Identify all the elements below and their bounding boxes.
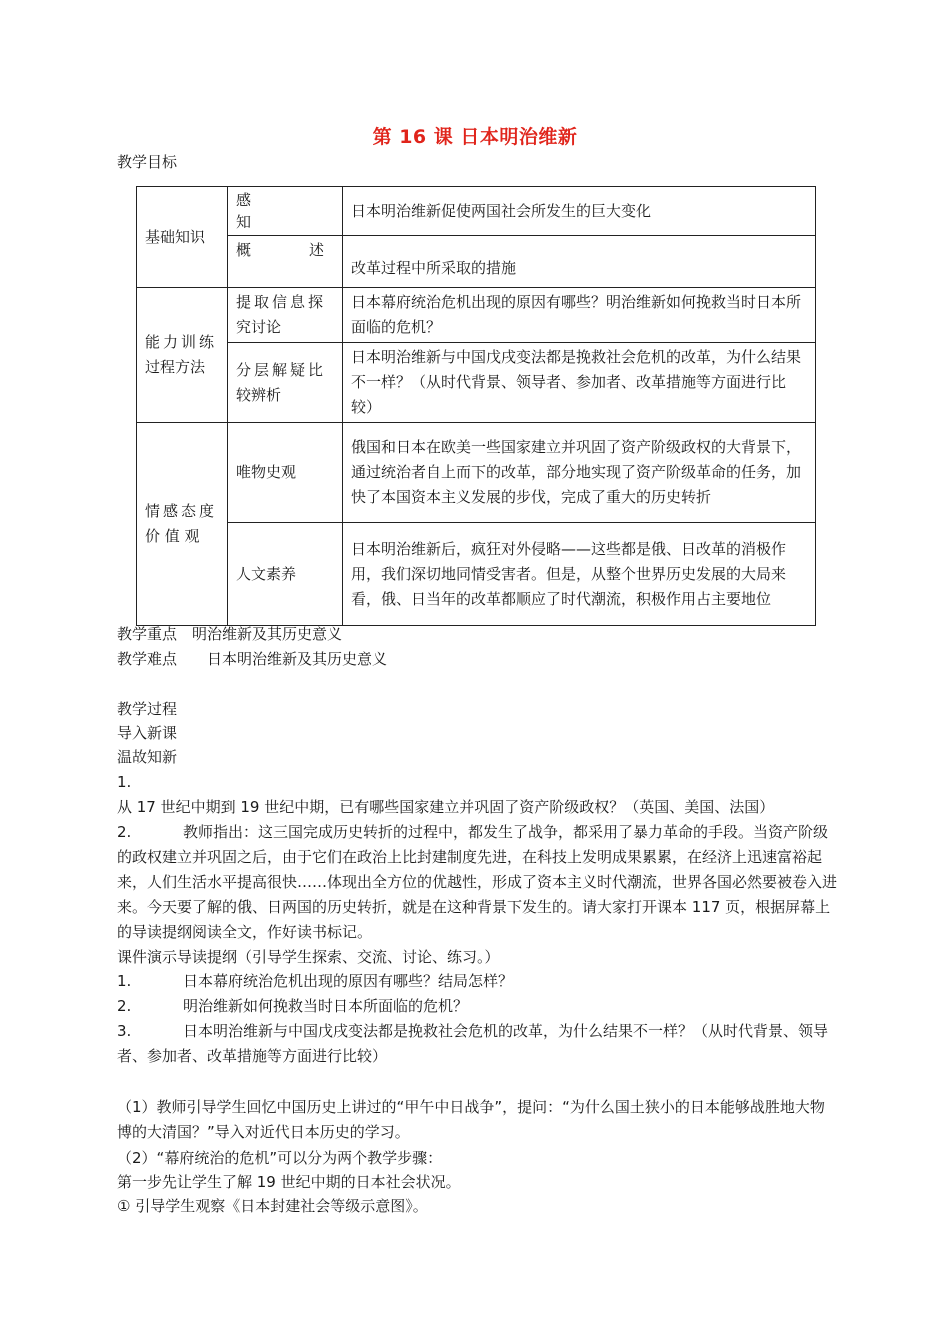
category-emotion: 情感态度 价 值 观	[137, 423, 228, 626]
difficulty: 教学难点 日本明治维新及其历史意义	[117, 650, 388, 668]
review-heading: 温故知新	[117, 748, 178, 766]
text-humanity: 日本明治维新后，疯狂对外侵略——这些都是俄、日改革的消极作用，我们深切地同情受害者。但是，从整个世界历史发展的大局来看，俄、日当年的改革都顺应了时代潮流，积极作用占主要地位	[343, 523, 816, 626]
label-perceive: 感 知	[228, 187, 343, 236]
list-item: 3. 日本明治维新与中国戊戌变法都是挽救社会危机的改革，为什么结果不一样？（从时代背景、领导者、参加者、改革措施等方面进行比较）	[117, 1022, 829, 1065]
list-item: 2. 教师指出：这三国完成历史转折的过程中，都发生了战争，都采用了暴力革命的手段。当资产阶级的政权建立并巩固之后，由于它们在政治上比封建制度先进，在科技上发明成果累累，在经济上迅速富裕起来，人们生活水平提高很快……体现出全方位的优越性，形成了资本主义时代潮流，世界各国必然要被卷入进来。今天要了解的俄、日两国的历史转折，就是在这种背景下发生的。请大家打开课本 117 页，根据屏幕上的导读提纲阅读全文，作好读书标记。	[117, 823, 838, 941]
list-item: 2. 明治维新如何挽救当时日本所面临的危机？	[117, 997, 469, 1015]
step-2-first: 第一步先让学生了解 19 世纪中期的日本社会状况。	[117, 1173, 461, 1191]
table-row	[137, 523, 816, 626]
label-humanity: 人文素养	[228, 523, 343, 626]
list-item: 1.从 17 世纪中期到 19 世纪中期，已有哪些国家建立并巩固了资产阶级政权？（英国、美国、法国）	[117, 773, 775, 816]
outline-heading: 课件演示导读提纲（引导学生探索、交流、讨论、练习。）	[117, 948, 500, 966]
process-heading: 教学过程	[117, 700, 178, 718]
page-title: 第 16 课 日本明治维新	[372, 126, 578, 148]
category-ability: 能力训练 过程方法	[137, 288, 228, 423]
table-row	[137, 288, 816, 343]
label-explore: 提取信息探 究讨论	[228, 288, 343, 343]
list-item: 1. 日本幕府统治危机出现的原因有哪些？结局怎样？	[117, 972, 514, 990]
label-overview: 概 述	[228, 236, 343, 288]
key-point: 教学重点 明治维新及其历史意义	[117, 625, 343, 643]
text-materialism: 俄国和日本在欧美一些国家建立并巩固了资产阶级政权的大背景下，通过统治者自上而下的改革，部分地实现了资产阶级革命的任务，加快了本国资本主义发展的步伐，完成了重大的历史转折	[343, 423, 816, 523]
category-basic: 基础知识	[137, 187, 228, 288]
text-perceive: 日本明治维新促使两国社会所发生的巨大变化	[343, 187, 816, 236]
objectives-table	[136, 186, 816, 626]
table-row	[137, 187, 816, 236]
step-1: （1）教师引导学生回忆中国历史上讲过的“甲午中日战争”，提问：“为什么国土狭小的日本能够战胜地大物博的大清国？”导入对近代日本历史的学习。	[117, 1098, 825, 1141]
table-row	[137, 423, 816, 523]
text-compare: 日本明治维新与中国戊戌变法都是挽救社会危机的改革，为什么结果不一样？（从时代背景、领导者、参加者、改革措施等方面进行比较）	[343, 343, 816, 423]
label-compare: 分层解疑比 较辨析	[228, 343, 343, 423]
table-row	[137, 343, 816, 423]
label-materialism: 唯物史观	[228, 423, 343, 523]
table-row	[137, 236, 816, 288]
step-2-item: ① 引导学生观察《日本封建社会等级示意图》。	[117, 1197, 428, 1215]
text-explore: 日本幕府统治危机出现的原因有哪些？明治维新如何挽救当时日本所面临的危机？	[343, 288, 816, 343]
step-2: （2）“幕府统治的危机”可以分为两个教学步骤：	[117, 1149, 443, 1167]
text-overview: 改革过程中所采取的措施	[343, 236, 816, 288]
objectives-label: 教学目标	[117, 153, 178, 171]
intro-heading: 导入新课	[117, 724, 178, 742]
